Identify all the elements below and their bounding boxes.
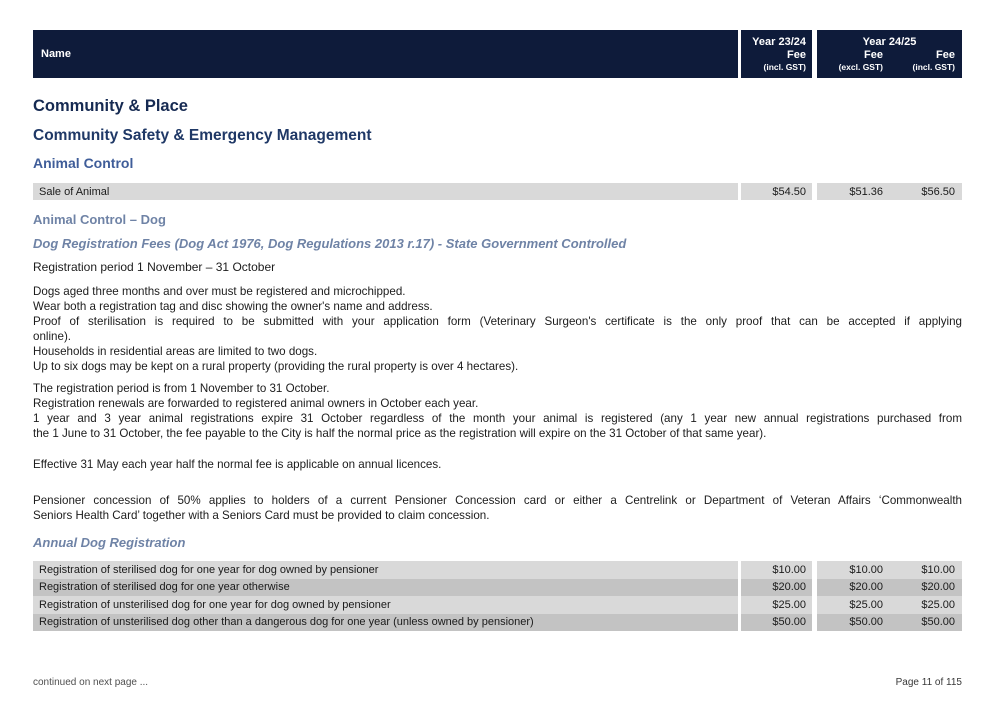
fee-24-25-cell	[817, 614, 962, 632]
paragraph-line: The registration period is from 1 November to 31 October.	[33, 382, 330, 395]
header-year-24-25-column	[817, 30, 962, 78]
fee-24-25-cell	[817, 561, 962, 579]
paragraph-effective-date	[33, 457, 962, 472]
annual-dog-registration-heading: Annual Dog Registration	[33, 535, 186, 550]
subsection-heading: Community Safety & Emergency Management	[33, 127, 372, 144]
fee-24-25-excl-value: $25.00	[849, 598, 883, 611]
fee-table-header	[33, 30, 962, 78]
header-year-23-24-gst-label: (incl. GST)	[763, 61, 806, 72]
paragraph-line: the 1 June to 31 October, the fee payable to the City is half the normal price as the registration will expire on the 31 October of that same year).	[33, 427, 767, 440]
header-name-label: Name	[41, 48, 71, 60]
fee-name-text: Registration of unsterilised dog other than a dangerous dog for one year (unless owned by pensioner)	[39, 616, 534, 629]
fee-name-text: Sale of Animal	[39, 185, 110, 198]
fee-name-cell	[33, 596, 738, 614]
fee-24-25-incl-value: $50.00	[921, 616, 955, 629]
fee-name-text: Registration of sterilised dog for one year for dog owned by pensioner	[39, 563, 379, 576]
fee-name-text: Registration of unsterilised dog for one year for dog owned by pensioner	[39, 598, 391, 611]
annual-dog-registration-table	[33, 561, 962, 631]
fee-name-cell	[33, 561, 738, 579]
paragraph-line: Seniors Health Card’ together with a Seniors Card must be provided to claim concession.	[33, 509, 490, 522]
fee-24-25-excl-value: $20.00	[849, 581, 883, 594]
header-year-23-24-column	[741, 30, 812, 78]
fee-name-cell	[33, 183, 738, 200]
paragraph-line: Pensioner concession of 50% applies to holders of a current Pensioner Concession card or either a Centrelink or Department of Veteran Affairs ‘Commonwealth	[33, 494, 962, 507]
paragraph-line: Dogs aged three months and over must be registered and microchipped.	[33, 285, 406, 298]
header-year-24-25-label: Year 24/25	[862, 35, 917, 48]
fee-24-25-incl-value: $10.00	[921, 563, 955, 576]
paragraph-pensioner-concession	[33, 493, 962, 523]
fee-24-25-incl-value: $25.00	[921, 598, 955, 611]
continued-on-next-page-text: continued on next page ...	[33, 677, 149, 688]
fee-name-cell	[33, 614, 738, 632]
paragraph-line: online).	[33, 330, 72, 343]
paragraph-line: Effective 31 May each year half the normal fee is applicable on annual licences.	[33, 458, 442, 471]
fee-23-24-cell: $50.00	[741, 614, 812, 632]
fee-24-25-incl-value: $20.00	[921, 581, 955, 594]
header-year-24-25-gst-incl-label: (incl. GST)	[912, 61, 955, 72]
fee-name-cell	[33, 579, 738, 597]
fee-24-25-incl-value: $56.50	[921, 185, 955, 198]
fee-24-25-cell	[817, 183, 962, 200]
paragraph-line: Registration renewals are forwarded to registered animal owners in October each year.	[33, 397, 479, 410]
header-year-24-25-fee-excl-label: Fee	[864, 48, 883, 61]
header-year-23-24-label: Year 23/24	[752, 35, 806, 48]
fee-24-25-cell	[817, 596, 962, 614]
fee-24-25-excl-value: $51.36	[849, 185, 883, 198]
sale-of-animal-row	[33, 183, 962, 200]
header-name-column	[33, 30, 738, 78]
header-year-24-25-fee-incl-label: Fee	[936, 48, 955, 61]
table-row	[33, 561, 962, 579]
table-row	[33, 596, 962, 614]
dog-registration-fees-note-heading: Dog Registration Fees (Dog Act 1976, Dog Regulations 2013 r.17) - State Government Controlled	[33, 236, 627, 251]
fee-name-text: Registration of sterilised dog for one year otherwise	[39, 581, 290, 594]
fee-24-25-excl-value: $10.00	[849, 563, 883, 576]
fee-24-25-cell	[817, 579, 962, 597]
fee-23-24-cell: $54.50	[741, 183, 812, 200]
fee-23-24-cell: $20.00	[741, 579, 812, 597]
paragraph-line: Households in residential areas are limited to two dogs.	[33, 345, 318, 358]
paragraph-registration-period	[33, 381, 962, 441]
fee-24-25-excl-value: $50.00	[849, 616, 883, 629]
subgroup-heading-animal-control-dog: Animal Control – Dog	[33, 212, 166, 227]
section-heading: Community & Place	[33, 97, 188, 115]
paragraph-line: Wear both a registration tag and disc showing the owner's name and address.	[33, 300, 433, 313]
group-heading-animal-control: Animal Control	[33, 155, 134, 171]
table-row	[33, 614, 962, 632]
paragraph-line: Up to six dogs may be kept on a rural property (providing the rural property is over 4 hectares).	[33, 360, 519, 373]
paragraph-line: Proof of sterilisation is required to be submitted with your application form (Veterinary Surgeon's certificate is the only proof that can be accepted if applying	[33, 315, 962, 328]
header-year-24-25-gst-excl-label: (excl. GST)	[838, 61, 883, 72]
fee-23-24-cell: $25.00	[741, 596, 812, 614]
page-number: Page 11 of 115	[895, 677, 962, 688]
table-row	[33, 579, 962, 597]
paragraph-line: 1 year and 3 year animal registrations expire 31 October regardless of the month your animal is registered (any 1 year new annual registrations purchased from	[33, 412, 962, 425]
fee-23-24-cell: $10.00	[741, 561, 812, 579]
registration-period-text: Registration period 1 November – 31 October	[33, 260, 276, 274]
header-year-23-24-fee-label: Fee	[787, 48, 806, 61]
paragraph-dog-requirements	[33, 284, 962, 374]
